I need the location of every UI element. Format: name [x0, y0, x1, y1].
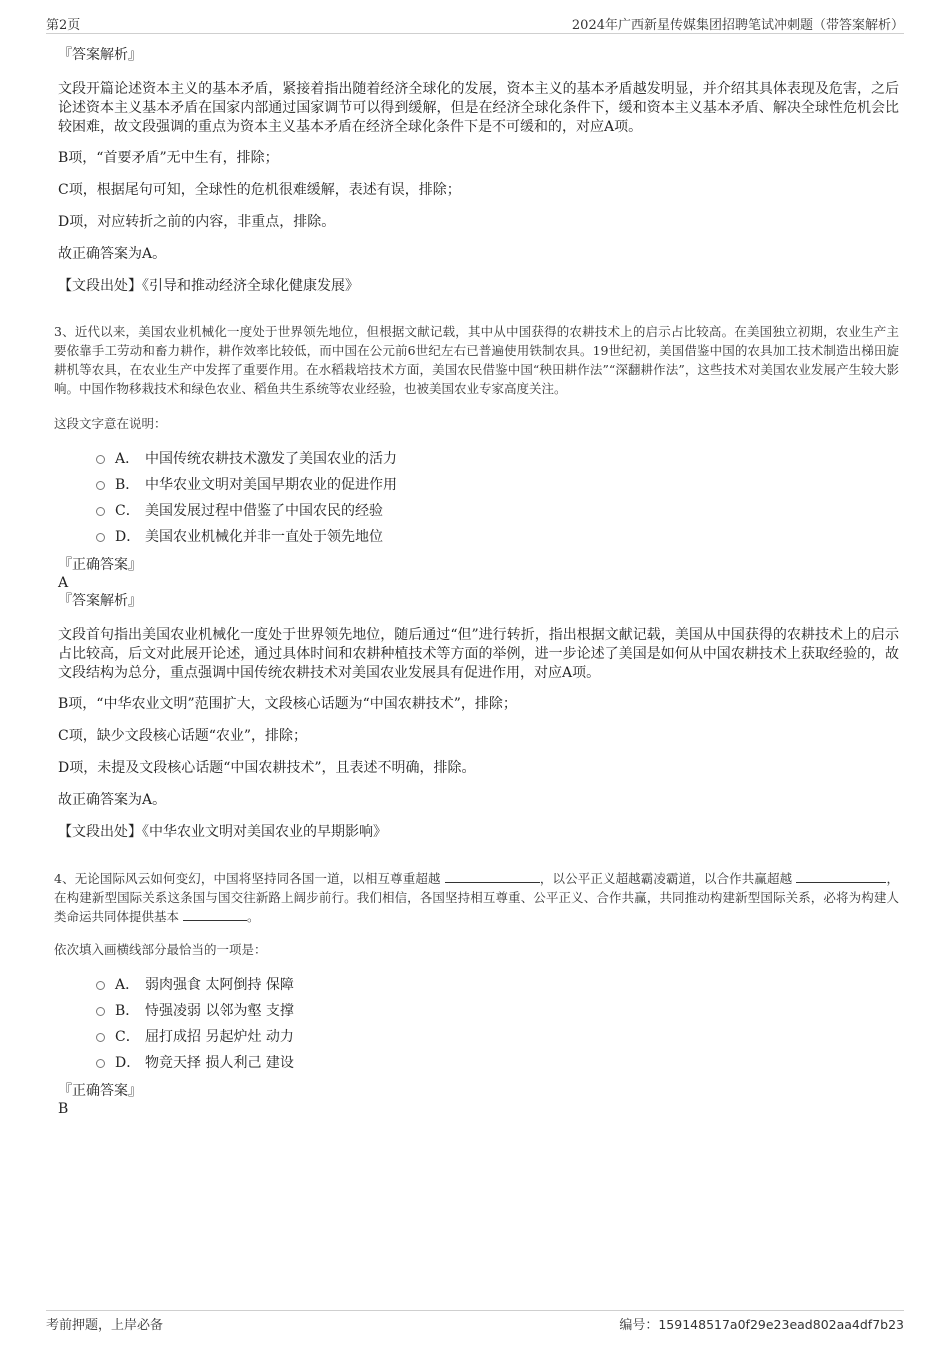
answer-label: 『正确答案』 [58, 1083, 142, 1099]
radio-icon[interactable] [96, 1059, 105, 1068]
header-divider [46, 33, 904, 34]
option-b[interactable]: B． 中华农业文明对美国早期农业的促进作用 [96, 472, 899, 498]
question-3 [54, 322, 899, 842]
question-prompt: 这段文字意在说明： [54, 416, 167, 431]
analysis-c: C项，根据尾句可知，全球性的危机很难缓解，表述有误，排除； [58, 182, 461, 198]
radio-icon[interactable] [96, 981, 105, 990]
analysis-b: B项，“首要矛盾”无中生有，排除； [58, 150, 279, 166]
conclusion: 故正确答案为A。 [58, 792, 167, 808]
page-number: 第2页 [46, 18, 81, 33]
prev-analysis-section [54, 46, 899, 296]
option-d[interactable]: D． 美国农业机械化并非一直处于领先地位 [96, 524, 899, 550]
option-b[interactable]: B． 恃强凌弱 以邻为壑 支撑 [96, 998, 899, 1024]
document-title: 2024年广西新星传媒集团招聘笔试冲刺题（带答案解析） [571, 18, 904, 33]
conclusion: 故正确答案为A。 [58, 246, 167, 262]
option-a[interactable]: A． 中国传统农耕技术激发了美国农业的活力 [96, 446, 899, 472]
analysis-d: D项，对应转折之前的内容，非重点，排除。 [58, 214, 336, 230]
radio-icon[interactable] [96, 481, 105, 490]
options-list [96, 972, 899, 1076]
radio-icon[interactable] [96, 507, 105, 516]
option-c[interactable]: C． 屈打成招 另起炉灶 动力 [96, 1024, 899, 1050]
document-code: 编号：159148517a0f29e23ead802aa4df7b23 [619, 1317, 904, 1333]
option-d[interactable]: D． 物竞天择 损人利己 建设 [96, 1050, 899, 1076]
blank-1 [445, 870, 540, 883]
analysis-label: 『答案解析』 [58, 47, 142, 63]
blank-3 [183, 908, 247, 921]
radio-icon[interactable] [96, 455, 105, 464]
radio-icon[interactable] [96, 533, 105, 542]
page-header [46, 14, 904, 34]
footer-slogan: 考前押题，上岸必备 [46, 1318, 164, 1333]
analysis-text: 文段首句指出美国农业机械化一度处于世界领先地位，随后通过“但”进行转折，指出根据文献记载，美国从中国获得的农耕技术上的启示占比较高，后文对此展开论述，通过具体时间和农耕种植技术等方面的举例，进一步论述了美国是如何从中国农耕技术上获取经验的，故文段结构为总分，重点强调中国传统农耕技术对美国农业发展具有促进作用，对应A项。 [58, 627, 899, 681]
source: 【文段出处】《引导和推动经济全球化健康发展》 [58, 278, 359, 294]
question-4 [54, 869, 899, 1118]
analysis-d: D项，未提及文段核心话题“中国农耕技术”，且表述不明确，排除。 [58, 760, 476, 776]
question-stem: 3、近代以来，美国农业机械化一度处于世界领先地位，但根据文献记载，其中从中国获得的农耕技术上的启示占比较高。在美国独立初期，农业生产主要依靠手工劳动和畜力耕作，耕作效率比较低，而中国在公元前6世纪左右已普遍使用铁制农具。19世纪初，美国借鉴中国的农具加工技术制造出梯田旋耕机等农具，在农业生产中发挥了重要作用。在水稻栽培技术方面，美国农民借鉴中国“秧田耕作法”“深翻耕作法”，这些技术对美国农业发展产生较大影响。中国作物移栽技术和绿色农业、稻鱼共生系统等农业经验，也被美国农业专家高度关注。 [54, 324, 899, 396]
analysis-label: 『答案解析』 [58, 593, 142, 609]
analysis-b: B项，“中华农业文明”范围扩大，文段核心话题为“中国农耕技术”，排除； [58, 696, 517, 712]
source: 【文段出处】《中华农业文明对美国农业的早期影响》 [58, 824, 387, 840]
options-list [96, 446, 899, 550]
footer-divider [46, 1310, 904, 1311]
question-prompt: 依次填入画横线部分最恰当的一项是： [54, 942, 267, 957]
answer-label: 『正确答案』 [58, 557, 142, 573]
question-stem: 4、无论国际风云如何变幻，中国将坚持同各国一道，以相互尊重超越 ，以公平正义超越霸凌霸道，以合作共赢超越 ，在构建新型国际关系这条国与国交往新路上阔步前行。我们相信，各国坚持相互尊重、公平正义、合作共赢，共同推动构建新型国际关系，必将为构建人类命运共同体提供基本 。 [54, 871, 899, 924]
option-a[interactable]: A． 弱肉强食 太阿倒持 保障 [96, 972, 899, 998]
answer-value: A [58, 575, 69, 591]
analysis-text: 文段开篇论述资本主义的基本矛盾，紧接着指出随着经济全球化的发展，资本主义的基本矛盾越发明显，并介绍其具体表现及危害，之后论述资本主义基本矛盾在国家内部通过国家调节可以得到缓解，但是在经济全球化条件下，缓和资本主义基本矛盾、解决全球性危机会比较困难，故文段强调的重点为资本主义基本矛盾在经济全球化条件下是不可缓和的，对应A项。 [58, 81, 899, 135]
radio-icon[interactable] [96, 1007, 105, 1016]
option-c[interactable]: C． 美国发展过程中借鉴了中国农民的经验 [96, 498, 899, 524]
blank-2 [796, 870, 886, 883]
answer-value: B [58, 1101, 69, 1117]
analysis-c: C项，缺少文段核心话题“农业”，排除； [58, 728, 308, 744]
radio-icon[interactable] [96, 1033, 105, 1042]
